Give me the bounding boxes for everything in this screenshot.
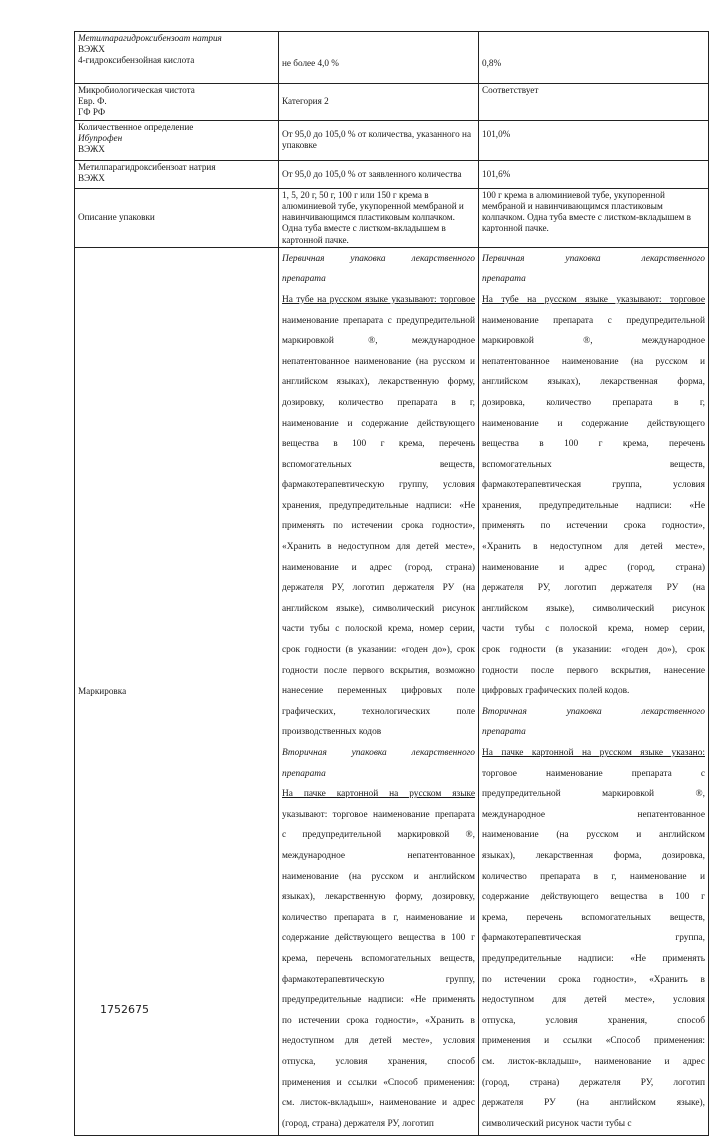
marking-text-line: вспомогательных веществ,	[282, 459, 475, 470]
marking-text-line: количество препарата в г, наименование и	[482, 871, 705, 882]
marking-text-line: по истечении срока годности», «Хранить в	[482, 974, 705, 985]
marking-text-line: вещества в 100 г крема, перечень	[282, 439, 475, 450]
marking-text-line: Первичная упаковка лекарственного	[482, 253, 705, 264]
parameter-line: ВЭЖХ	[78, 144, 105, 155]
marking-text-line: Вторичная упаковка лекарственного	[282, 748, 475, 758]
marking-text-line: фармакотерапевтическая группа, условия	[482, 480, 705, 491]
table-row	[75, 160, 709, 188]
marking-text-line: торговое наименование препарата с	[482, 768, 705, 779]
marking-text-line: английском языках), лекарственную форму,	[282, 377, 475, 388]
result-cell: 101,6%	[479, 160, 709, 188]
marking-text-line: применять по истечении срока годности»,	[482, 521, 705, 532]
marking-text-line: препарата	[482, 727, 526, 738]
marking-text-line: указывают: торговое наименование препарата	[282, 809, 475, 820]
marking-text-line: отпуска, условия хранения, способ	[282, 1056, 475, 1067]
parameter-line: Метилпарагидроксибензоат натрия	[78, 33, 222, 43]
marking-text-line: крема, перечень вспомогательных веществ,	[482, 912, 705, 923]
spec-cell: Категория 2	[279, 84, 479, 121]
specification-table	[74, 31, 709, 1136]
marking-text-line: языках), лекарственная форма, дозировка,	[482, 850, 705, 861]
marking-text-line: наименование и содержание действующего	[482, 418, 705, 429]
marking-text-line: «Хранить в недоступном для детей месте»,	[282, 542, 475, 553]
table-row	[75, 188, 709, 247]
marking-text-line: содержание действующего вещества в 100 г	[482, 892, 705, 903]
marking-text-line: вспомогательных веществ,	[482, 459, 705, 470]
marking-text-line: количество препарата в г, наименование и	[282, 912, 475, 923]
parameter-line: ВЭЖХ	[78, 44, 105, 55]
marking-text-line: с предупредительной маркировкой ®,	[282, 830, 475, 841]
marking-text-line: маркировкой ®, международное	[482, 336, 705, 347]
parameter-line: 4-гидроксибензойная кислота	[78, 55, 195, 66]
marking-text-line: годности после первого вскрытия, возможно	[282, 665, 475, 676]
marking-text-line: по истечении срока годности», «Хранить в	[282, 1015, 475, 1026]
parameter-cell	[75, 120, 279, 160]
marking-text-line: английском языке), символический рисунок	[282, 603, 475, 614]
marking-text-line: нанесение переменных цифровых поле	[282, 686, 475, 697]
marking-result-cell	[479, 247, 709, 1136]
marking-text-line: вещества в 100 г крема, перечень	[482, 439, 705, 450]
result-cell: 0,8%	[479, 32, 709, 84]
marking-text-line: наименование и содержание действующего	[282, 418, 475, 429]
marking-text-line: держателя РУ, логотип держателя РУ (на	[482, 583, 705, 594]
marking-text-line: На пачке картонной на русском языке	[282, 789, 475, 800]
marking-text-line: графических, технологических поле	[282, 706, 475, 717]
marking-spec-cell	[279, 247, 479, 1136]
marking-text-line: недоступном для детей месте», условия	[482, 995, 705, 1006]
marking-text-line: международное непатентованное	[482, 809, 705, 820]
marking-text-line: наименование и адрес (город, страна)	[482, 562, 705, 573]
marking-text-line: (город, страна) держателя РУ, логотип	[282, 1118, 434, 1129]
marking-text-line: наименование (на русском и английском	[282, 871, 475, 882]
parameter-cell	[75, 84, 279, 121]
table-row	[75, 120, 709, 160]
marking-text-line: срок годности (в указании: «годен до»), срок	[282, 645, 475, 656]
marking-text-line: фармакотерапевтическая группа,	[482, 933, 705, 944]
marking-text-line: На тубе на русском языке указывают: торговое	[282, 294, 475, 305]
marking-text-line: наименование и адрес (город, страна)	[282, 562, 475, 573]
parameter-line: Микробиологическая чистота	[78, 85, 195, 95]
marking-text-line: фармакотерапевтическую группу, условия	[282, 480, 475, 491]
marking-text-line: символический рисунок части тубы с	[482, 1118, 632, 1129]
parameter-line: Количественное определение	[78, 121, 194, 132]
parameter-line: Метилпарагидроксибензоат натрия	[78, 161, 216, 172]
spec-cell: От 95,0 до 105,0 % от количества, указанного на упаковке	[279, 120, 479, 160]
result-cell: Соответствует	[479, 84, 709, 121]
marking-text-line: международное непатентованное	[282, 850, 475, 861]
marking-text-line: производственных кодов	[282, 727, 382, 738]
spec-cell: не более 4,0 %	[279, 32, 479, 84]
marking-text-line: Вторичная упаковка лекарственного	[482, 706, 705, 717]
parameter-line: Ибупрофен	[78, 132, 123, 143]
marking-text-line: английском языке), символический рисунок	[482, 603, 705, 614]
parameter-line: ГФ РФ	[78, 107, 106, 118]
marking-text-line: срок годности (в указании: «годен до»), срок	[482, 645, 705, 656]
marking-text-line: применения и ссылки «Способ применения:	[282, 1077, 475, 1088]
marking-text-line: крема, перечень вспомогательных веществ,	[282, 953, 475, 964]
table-row	[75, 32, 709, 84]
parameter-cell	[75, 160, 279, 188]
parameter-cell	[75, 188, 279, 247]
marking-text-line: препарата	[482, 274, 526, 285]
marking-text-line: (город, страна) держателя РУ, логотип	[482, 1077, 705, 1088]
marking-text-line: отпуска, условия хранения, способ	[482, 1015, 705, 1026]
result-cell: 101,0%	[479, 120, 709, 160]
marking-text-line: маркировкой ®, международное	[282, 336, 475, 347]
marking-text-line: годности после первого вскрытия, нанесение	[482, 665, 705, 676]
marking-text-line: «Хранить в недоступном для детей месте»,	[482, 542, 705, 553]
marking-text-line: непатентованное наименование (на русском и	[282, 356, 475, 367]
result-cell: 100 г крема в алюминиевой тубе, укупоренной мембраной и навинчивающимся пластиковым колпачком. Одна туба вместе с листком-вкладышем в картонной пачке.	[479, 188, 709, 247]
marking-text-line: применения и ссылки «Способ применения:	[482, 1036, 705, 1047]
table-row	[75, 247, 709, 1136]
marking-text-line: держателя РУ (на английском языке),	[482, 1098, 705, 1109]
marking-text-line: применять по истечении срока годности»,	[282, 521, 475, 532]
marking-text-line: недоступном для детей месте», условия	[282, 1036, 475, 1047]
marking-text-line: части тубы с полоской крема, номер серии,	[282, 624, 475, 635]
parameter-line: Евр. Ф.	[78, 96, 107, 107]
parameter-line: ВЭЖХ	[78, 172, 105, 183]
parameter-cell	[75, 32, 279, 84]
document-number: 1752675	[100, 1003, 149, 1016]
marking-text-line: На пачке картонной на русском языке указано:	[482, 748, 705, 758]
marking-text-line: препарата	[282, 768, 326, 779]
marking-text-line: предупредительной маркировкой ®,	[482, 789, 705, 800]
marking-text-line: части тубы с полоской крема, номер серии,	[482, 624, 705, 635]
marking-text-line: непатентованное наименование (на русском и	[482, 356, 705, 367]
marking-text-line: держателя РУ, логотип держателя РУ (на	[282, 583, 475, 594]
marking-text-line: см. листок-вкладыш», наименование и адрес	[482, 1056, 705, 1067]
marking-text-line: хранения, предупредительные надписи: «Не	[482, 500, 705, 511]
marking-text-line: цифровых графических полей кодов.	[482, 686, 630, 697]
spec-cell: 1, 5, 20 г, 50 г, 100 г или 150 г крема в алюминиевой тубе, укупоренной мембраной и навинчивающимся пластиковым колпачком. Одна туба вместе с листком-вкладышем в картонной пачке.	[279, 188, 479, 247]
marking-text-line: предупредительные надписи: «Не применять	[282, 995, 475, 1006]
marking-text-line: наименование препарата с предупредительной	[482, 315, 705, 326]
parameter-line: Описание упаковки	[78, 212, 155, 223]
marking-text-line: дозировку, количество препарата в г,	[282, 397, 475, 408]
marking-text-line: наименование (на русском и английском	[482, 830, 705, 841]
marking-text-line: Первичная упаковка лекарственного	[282, 253, 475, 264]
marking-text-line: наименование препарата с предупредительной	[282, 315, 475, 326]
marking-text-line: языках), лекарственную форму, дозировку,	[282, 892, 475, 903]
marking-text-line: содержание действующего вещества в 100 г	[282, 933, 475, 944]
spec-cell: От 95,0 до 105,0 % от заявленного количества	[279, 160, 479, 188]
marking-label-cell: Маркировка	[75, 247, 279, 1136]
marking-text-line: см. листок-вкладыш», наименование и адрес	[282, 1098, 475, 1109]
marking-text-line: На тубе на русском языке указывают: торговое	[482, 294, 705, 305]
marking-text-line: фармакотерапевтическую группу,	[282, 974, 475, 985]
marking-text-line: препарата	[282, 274, 326, 285]
marking-text-line: хранения, предупредительные надписи: «Не	[282, 500, 475, 511]
table-row	[75, 84, 709, 121]
marking-text-line: дозировка, количество препарата в г,	[482, 397, 705, 408]
marking-text-line: предупредительные надписи: «Не применять	[482, 953, 705, 964]
marking-text-line: английском языках), лекарственная форма,	[482, 377, 705, 388]
